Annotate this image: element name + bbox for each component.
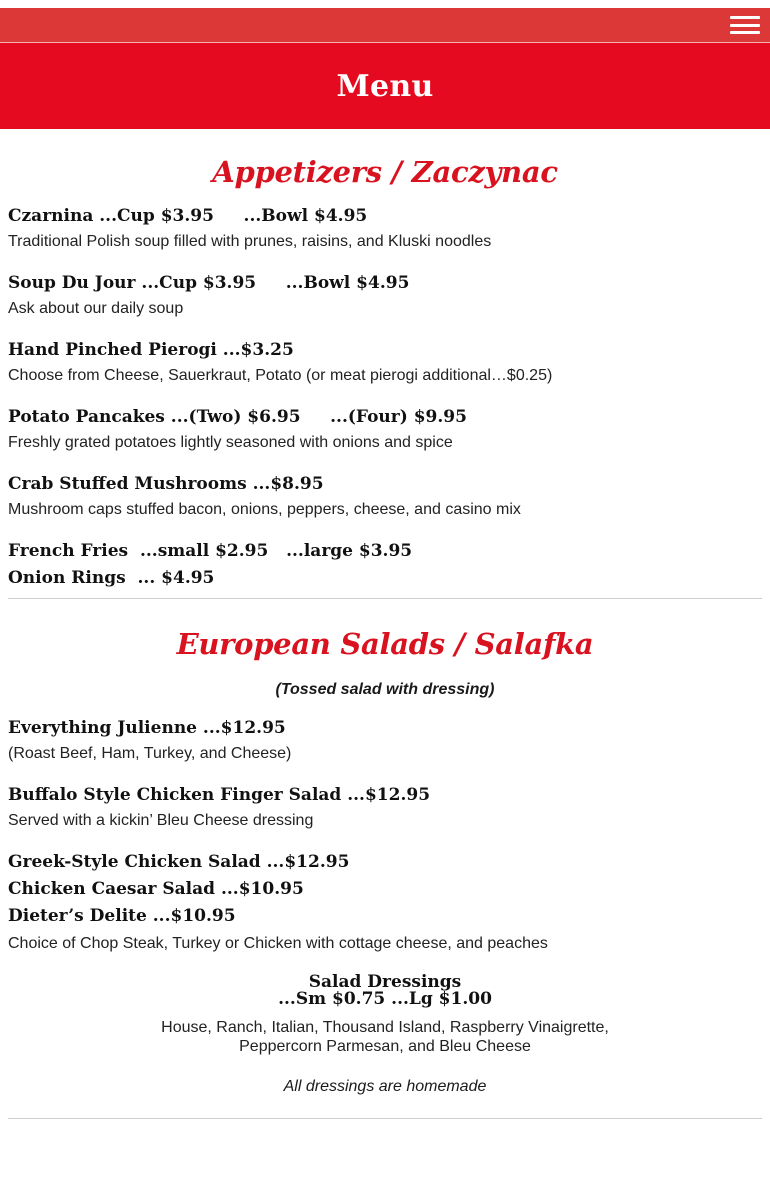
menu-item-title: Soup Du Jour ...Cup $3.95 ...Bowl $4.95 <box>8 273 410 293</box>
section-divider <box>8 1118 762 1119</box>
menu-item-title: Onion Rings ... $4.95 <box>8 568 215 588</box>
menu-item-description: Ask about our daily soup <box>8 300 184 317</box>
top-strip <box>0 0 770 8</box>
dressings-title: Salad Dressings <box>308 972 462 992</box>
menu-item-title: Potato Pancakes ...(Two) $6.95 ...(Four) $9.95 <box>8 407 467 427</box>
page-title: Menu <box>336 68 434 104</box>
dressings-list: House, Ranch, Italian, Thousand Island, Raspberry Vinaigrette, <box>161 1019 609 1036</box>
menu-item-description: Choose from Cheese, Sauerkraut, Potato (or meat pierogi additional…$0.25) <box>8 367 553 384</box>
hamburger-bar <box>730 16 760 19</box>
dressings-list: Peppercorn Parmesan, and Bleu Cheese <box>239 1038 531 1055</box>
hamburger-menu-icon[interactable] <box>730 16 760 34</box>
menu-item-title: Greek-Style Chicken Salad ...$12.95 <box>8 852 350 872</box>
menu-item-description: Freshly grated potatoes lightly seasoned with onions and spice <box>8 434 453 451</box>
menu-item-description: Served with a kickin’ Bleu Cheese dressing <box>8 812 314 829</box>
hamburger-bar <box>730 24 760 27</box>
menu-item-title: Buffalo Style Chicken Finger Salad ...$12.95 <box>8 785 431 805</box>
menu-item-title: Chicken Caesar Salad ...$10.95 <box>8 879 304 899</box>
navigation-bar <box>0 8 770 43</box>
menu-content <box>0 129 770 1119</box>
menu-item-description: (Roast Beef, Ham, Turkey, and Cheese) <box>8 745 292 762</box>
hamburger-bar <box>730 31 760 34</box>
menu-item-title: Dieter’s Delite ...$10.95 <box>8 906 236 926</box>
section-title-appetizers: Appetizers / Zaczynac <box>212 155 558 189</box>
menu-item-title: French Fries ...small $2.95 ...large $3.95 <box>8 541 413 561</box>
menu-item-description: Mushroom caps stuffed bacon, onions, peppers, cheese, and casino mix <box>8 501 521 518</box>
section-title-salads: European Salads / Salafka <box>176 627 594 661</box>
salads-note: (Tossed salad with dressing) <box>275 681 495 698</box>
menu-item-description: Choice of Chop Steak, Turkey or Chicken with cottage cheese, and peaches <box>8 935 548 952</box>
menu-item-title: Hand Pinched Pierogi ...$3.25 <box>8 340 294 360</box>
dressings-prices: ...Sm $0.75 ...Lg $1.00 <box>278 989 492 1009</box>
menu-item-title: Crab Stuffed Mushrooms ...$8.95 <box>8 474 324 494</box>
menu-item-title: Czarnina ...Cup $3.95 ...Bowl $4.95 <box>8 206 368 226</box>
menu-item-title: Everything Julienne ...$12.95 <box>8 718 286 738</box>
dressings-note: All dressings are homemade <box>283 1078 487 1095</box>
page-banner <box>0 43 770 129</box>
menu-item-description: Traditional Polish soup filled with prunes, raisins, and Kluski noodles <box>8 233 492 250</box>
